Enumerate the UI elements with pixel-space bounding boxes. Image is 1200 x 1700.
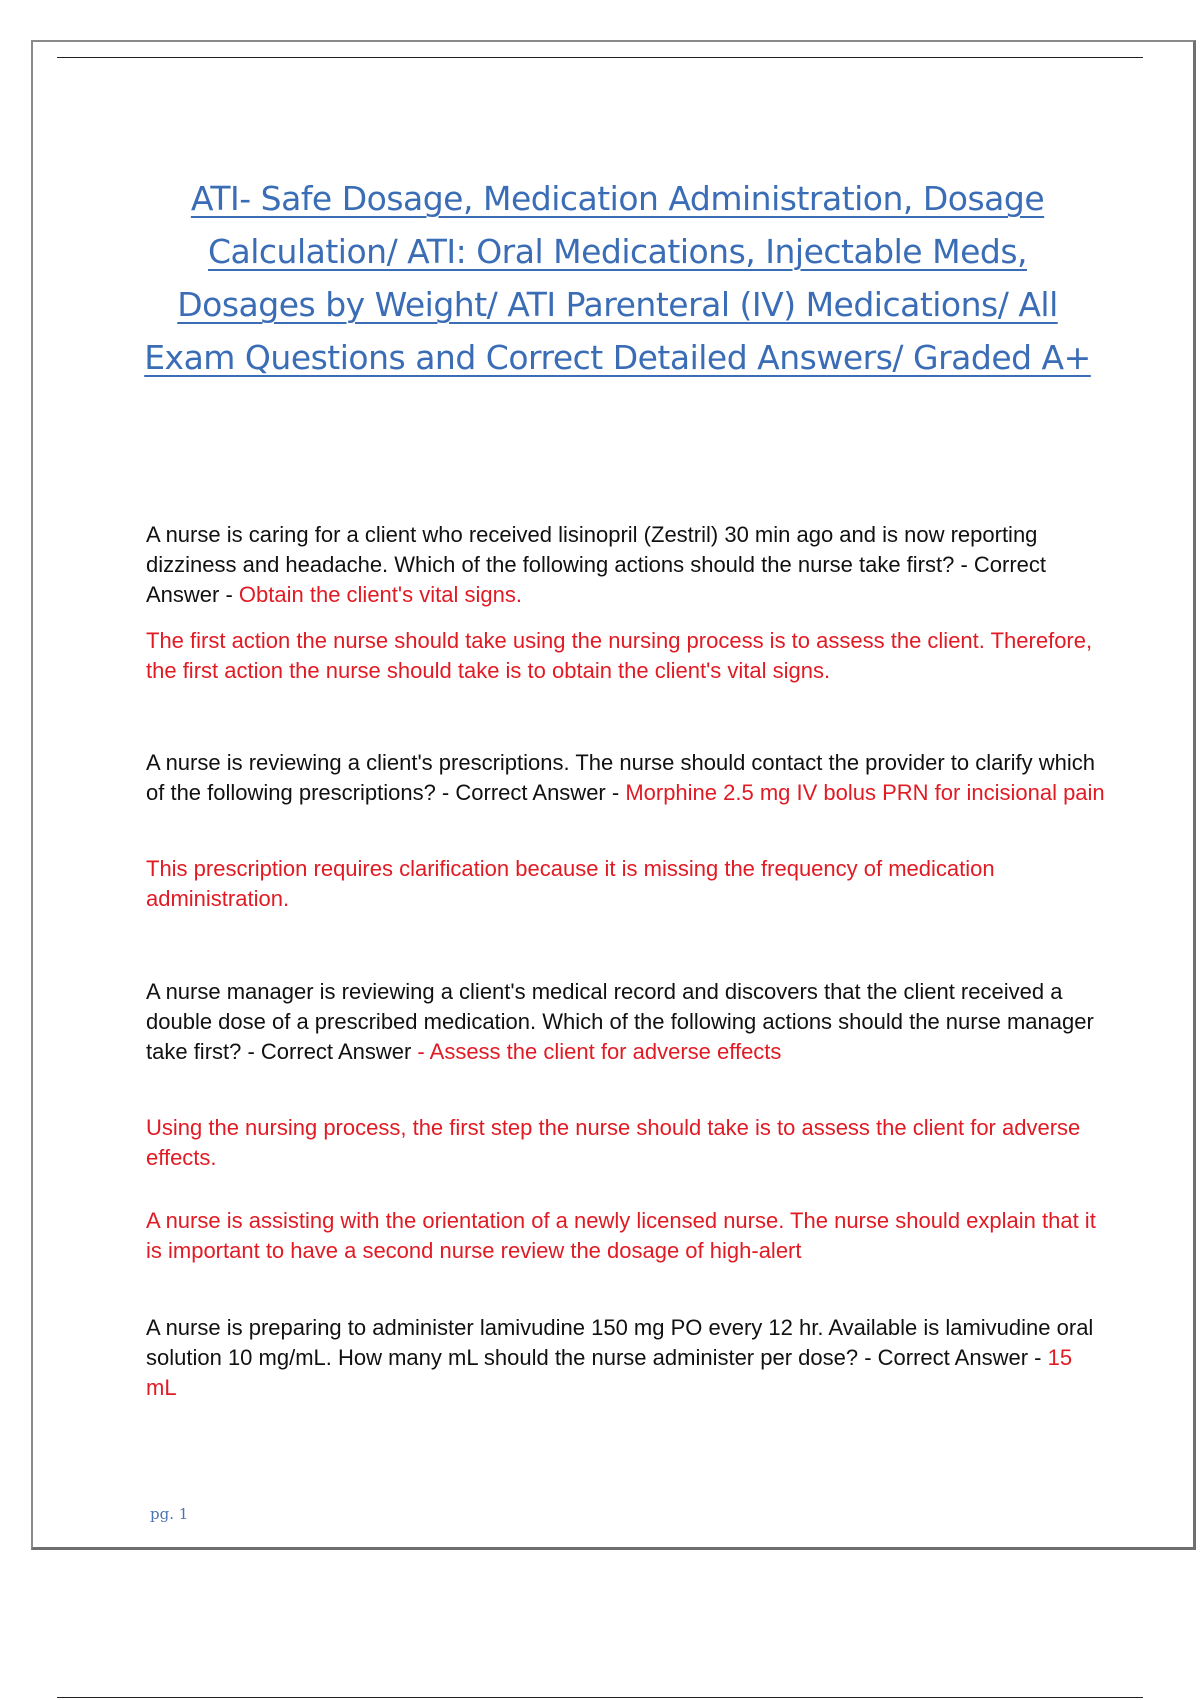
question-3 bbox=[146, 977, 1106, 1067]
question-4 bbox=[146, 1313, 1106, 1403]
question-1-text: A nurse is caring for a client who received lisinopril (Zestril) 30 min ago and is now reporting dizziness and headache. Which of the following actions should the nurse take first? - Correct Answer - bbox=[146, 522, 1047, 607]
explanation-1: The first action the nurse should take using the nursing process is to assess the client. Therefore, the first action the nurse should take is to obtain the client's vital signs. bbox=[146, 628, 1093, 683]
explanation-3-extra: A nurse is assisting with the orientation of a newly licensed nurse. The nurse should explain that it is important to have a second nurse review the dosage of high-alert bbox=[146, 1208, 1096, 1263]
explanation-2: This prescription requires clarification because it is missing the frequency of medication administration. bbox=[146, 856, 995, 911]
header-rule bbox=[57, 57, 1143, 58]
title-line-4: Exam Questions and Correct Detailed Answers/ Graded A+ bbox=[144, 338, 1091, 377]
answer-3: - Assess the client for adverse effects bbox=[417, 1039, 782, 1064]
answer-4: 15 mL bbox=[146, 1345, 1073, 1400]
question-1 bbox=[146, 520, 1106, 610]
question-2 bbox=[146, 748, 1106, 808]
question-3-text: A nurse manager is reviewing a client's medical record and discovers that the client received a double dose of a prescribed medication. Which of the following actions should the nurse manager take first? - Correct Answer bbox=[146, 979, 1094, 1064]
question-4-text: A nurse is preparing to administer lamivudine 150 mg PO every 12 hr. Available is lamivudine oral solution 10 mg/mL. How many mL should the nurse administer per dose? - Correct Answer - bbox=[146, 1315, 1094, 1370]
next-page-rule bbox=[57, 1697, 1143, 1698]
title-line-2: Calculation/ ATI: Oral Medications, Injectable Meds, bbox=[207, 232, 1027, 271]
page-number: pg. 1 bbox=[150, 1505, 189, 1523]
answer-2: Morphine 2.5 mg IV bolus PRN for incisional pain bbox=[625, 780, 1105, 805]
answer-1: Obtain the client's vital signs. bbox=[238, 582, 522, 607]
document-title bbox=[120, 172, 1115, 384]
explanation-3: Using the nursing process, the first step the nurse should take is to assess the client for adverse effects. bbox=[146, 1115, 1081, 1170]
title-line-1: ATI- Safe Dosage, Medication Administration, Dosage bbox=[190, 179, 1045, 218]
title-line-3: Dosages by Weight/ ATI Parenteral (IV) Medications/ All bbox=[177, 285, 1058, 324]
question-2-text: A nurse is reviewing a client's prescriptions. The nurse should contact the provider to clarify which of the following prescriptions? - Correct Answer - bbox=[146, 750, 1096, 805]
